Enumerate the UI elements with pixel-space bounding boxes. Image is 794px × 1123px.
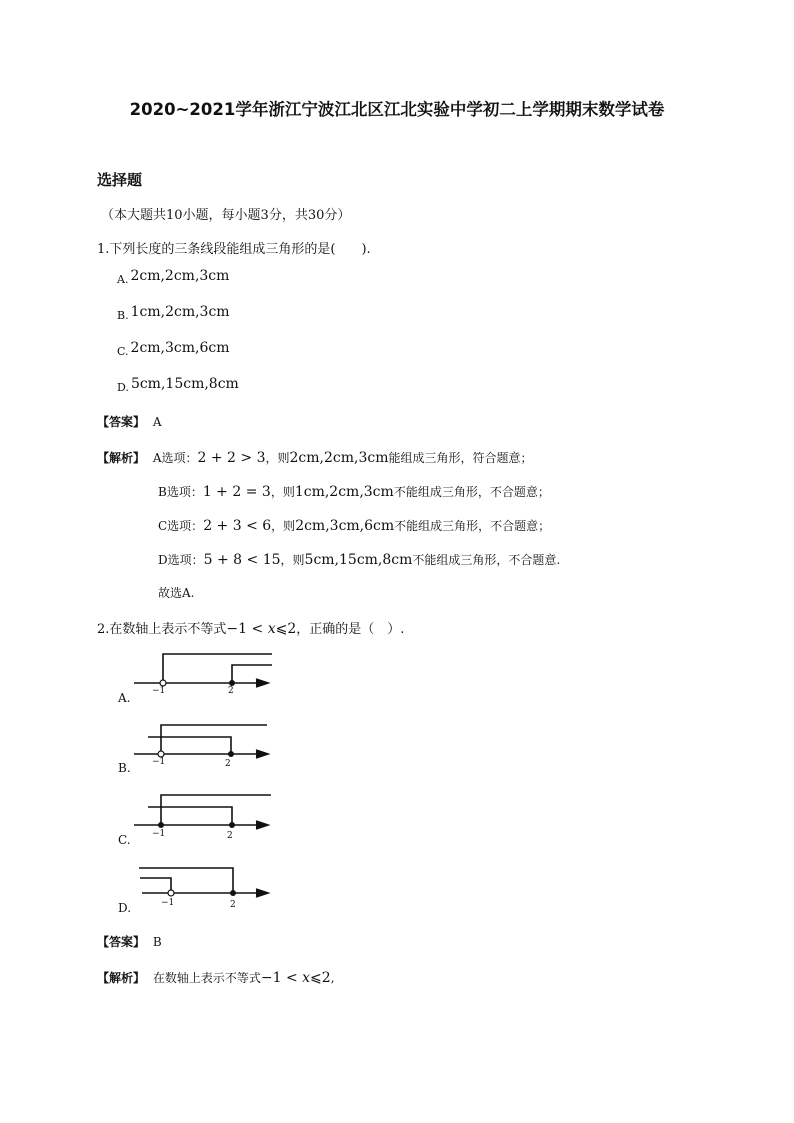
section-note: （本大题共10小题，每小题3分，共30分） bbox=[101, 208, 351, 223]
q1-conclusion: 故选A. bbox=[158, 586, 195, 600]
q2-stem-pre: 2.在数轴上表示不等式 bbox=[97, 622, 227, 637]
q2-stem-post: ，正确的是（ ）. bbox=[296, 622, 405, 637]
range-bracket-right bbox=[232, 665, 272, 683]
analysis-post: , bbox=[330, 971, 335, 985]
analysis-label: 【解析】 bbox=[97, 451, 146, 465]
q1-analysis-line-b bbox=[158, 483, 550, 500]
closed-point bbox=[228, 751, 234, 757]
analysis-prefix: C选项： bbox=[158, 519, 204, 533]
tick-label-minus-one: −1 bbox=[152, 829, 166, 839]
q2-ineq-left: −1 < bbox=[226, 621, 268, 637]
axis-arrow bbox=[256, 750, 268, 758]
analysis-lengths: 2cm,3cm,6cm bbox=[295, 518, 395, 534]
range-bracket-left bbox=[140, 878, 171, 893]
q1-option-c bbox=[117, 340, 230, 356]
q1-option-a bbox=[117, 268, 229, 284]
analysis-lengths: 2cm,2cm,3cm bbox=[289, 450, 389, 466]
q1-option-letter: A. bbox=[117, 273, 129, 286]
axis-arrow bbox=[256, 821, 268, 829]
analysis-lengths: 5cm,15cm,8cm bbox=[304, 552, 413, 568]
tick-label-two: 2 bbox=[230, 900, 236, 910]
axis-arrow bbox=[256, 889, 268, 897]
analysis-mid: ，则 bbox=[280, 553, 305, 567]
q2-ineq-var: x bbox=[267, 621, 276, 637]
answer-label: 【答案】 bbox=[97, 935, 146, 949]
analysis-tail: 能组成三角形，符合题意； bbox=[388, 451, 533, 465]
q1-analysis-line-d bbox=[158, 551, 560, 568]
q1-analysis-line-a bbox=[97, 449, 533, 466]
q1-option-text: 2cm,2cm,3cm bbox=[130, 268, 230, 284]
page-title: 2020~2021学年浙江宁波江北区江北实验中学初二上学期期末数学试卷 bbox=[129, 100, 665, 119]
q2-option-a-letter: A. bbox=[118, 691, 131, 705]
q2-stem bbox=[97, 618, 404, 637]
analysis-tail: 不能组成三角形，不合题意； bbox=[393, 485, 550, 499]
analysis-prefix: A选项： bbox=[152, 451, 198, 465]
q1-option-text: 1cm,2cm,3cm bbox=[130, 304, 230, 320]
analysis-pre: 在数轴上表示不等式 bbox=[152, 971, 261, 985]
analysis-mid: ，则 bbox=[270, 485, 295, 499]
q2-option-c-number-line bbox=[130, 790, 280, 830]
q2-option-c-letter: C. bbox=[118, 833, 131, 847]
q2-ineq-right: ⩽2 bbox=[275, 621, 297, 637]
q2-answer bbox=[97, 933, 162, 950]
q1-option-letter: B. bbox=[117, 309, 129, 322]
q2-option-a-number-line bbox=[130, 648, 280, 688]
analysis-mid: ，则 bbox=[271, 519, 296, 533]
analysis-ineq-left: −1 < bbox=[260, 970, 303, 986]
q1-stem: 1.下列长度的三条线段能组成三角形的是( ). bbox=[97, 242, 371, 257]
q2-option-d-letter: D. bbox=[118, 901, 132, 915]
range-bracket-left bbox=[163, 654, 272, 683]
tick-label-two: 2 bbox=[225, 759, 231, 769]
q1-option-text: 2cm,3cm,6cm bbox=[130, 340, 230, 356]
q1-analysis-line-c bbox=[158, 517, 550, 534]
analysis-expr: 1 + 2 = 3 bbox=[202, 484, 271, 500]
analysis-ineq-var: x bbox=[302, 970, 311, 986]
analysis-mid: ，则 bbox=[265, 451, 290, 465]
q2-option-d-number-line bbox=[130, 862, 280, 902]
analysis-label: 【解析】 bbox=[97, 971, 146, 985]
analysis-expr: 2 + 2 > 3 bbox=[197, 450, 266, 466]
analysis-expr: 2 + 3 < 6 bbox=[203, 518, 272, 534]
analysis-tail: 不能组成三角形，不合题意； bbox=[394, 519, 551, 533]
analysis-lengths: 1cm,2cm,3cm bbox=[294, 484, 394, 500]
answer-value: A bbox=[152, 415, 162, 429]
section-heading: 选择题 bbox=[97, 171, 143, 189]
q1-option-text: 5cm,15cm,8cm bbox=[130, 376, 239, 392]
range-bracket-top bbox=[161, 795, 271, 825]
closed-point-right bbox=[229, 822, 235, 828]
closed-point bbox=[230, 890, 236, 896]
answer-label: 【答案】 bbox=[97, 415, 146, 429]
tick-label-two: 2 bbox=[227, 831, 233, 841]
q1-answer bbox=[97, 413, 162, 430]
tick-label-minus-one: −1 bbox=[152, 757, 166, 767]
q1-option-letter: D. bbox=[117, 381, 129, 394]
q2-option-b-number-line bbox=[130, 718, 280, 758]
analysis-tail: 不能组成三角形，不合题意. bbox=[412, 553, 561, 567]
q2-option-b-letter: B. bbox=[118, 761, 131, 775]
analysis-ineq-right: ⩽2 bbox=[310, 970, 331, 986]
closed-point-left bbox=[158, 822, 164, 828]
tick-label-minus-one: −1 bbox=[152, 686, 166, 696]
q1-option-b bbox=[117, 304, 230, 320]
range-bracket-top bbox=[139, 868, 233, 893]
analysis-expr: 5 + 8 < 15 bbox=[203, 552, 281, 568]
range-bracket-open bbox=[161, 725, 267, 754]
analysis-prefix: D选项： bbox=[158, 553, 204, 567]
tick-label-two: 2 bbox=[228, 686, 234, 696]
q2-analysis bbox=[97, 969, 335, 986]
analysis-prefix: B选项： bbox=[158, 485, 203, 499]
open-point bbox=[168, 890, 174, 896]
axis-arrow bbox=[256, 679, 268, 687]
answer-value: B bbox=[152, 935, 162, 949]
q1-option-d bbox=[117, 376, 239, 392]
q1-option-letter: C. bbox=[117, 345, 129, 358]
tick-label-minus-one: −1 bbox=[161, 898, 175, 908]
